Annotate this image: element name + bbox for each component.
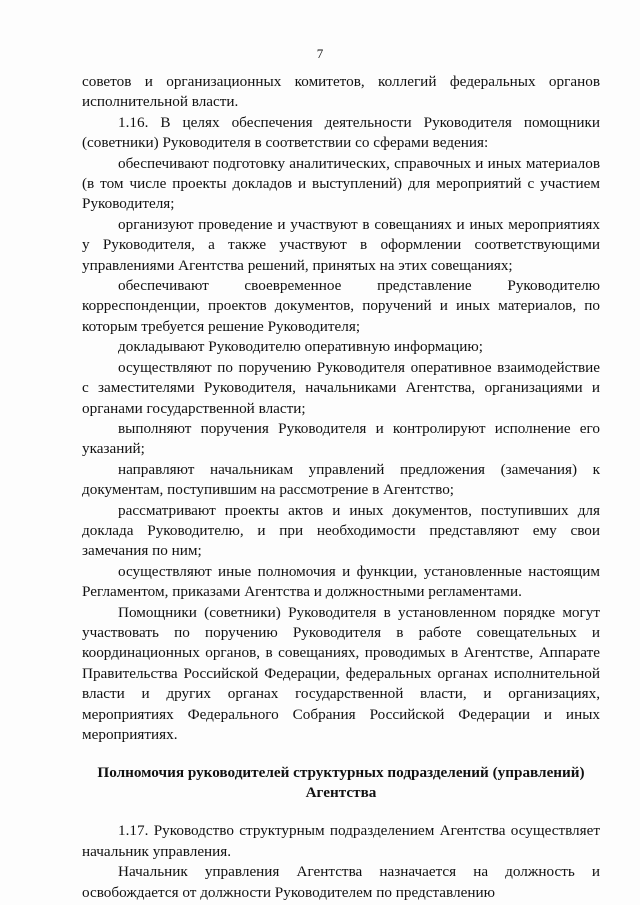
paragraph-continuation: советов и организационных комитетов, коллегий федеральных органов исполнительной власти. xyxy=(82,73,600,111)
section-heading: Полномочия руководителей структурных подразделений (управлений) Агентства xyxy=(97,764,585,802)
paragraph: 1.17. Руководство структурным подразделением Агентства осуществляет начальник управления. xyxy=(82,822,600,860)
paragraph: обеспечивают своевременное представление Руководителю корреспонденции, проектов документов, поручений и иных материалов, по которым требуется решение Руководителя; xyxy=(82,277,600,335)
paragraph: рассматривают проекты актов и иных документов, поступивших для доклада Руководителю, и при необходимости представляют ему свои замечания по ним; xyxy=(82,501,600,560)
paragraph: организуют проведение и участвуют в совещаниях и иных мероприятиях у Руководителя, а также участвуют в оформлении соответствующими управлениями Агентства решений, принятых на этих совещаниях; xyxy=(82,215,600,274)
document-body xyxy=(82,72,600,903)
paragraph: докладывают Руководителю оперативную информацию; xyxy=(118,338,483,356)
paragraph: осуществляют по поручению Руководителя оперативное взаимодействие с заместителями Руководителя, начальниками Агентства, организациями и органами государственной власти; xyxy=(82,358,600,417)
paragraph: обеспечивают подготовку аналитических, справочных и иных материалов (в том числе проекты докладов и выступлений) для мероприятий с участием Руководителя; xyxy=(82,154,600,213)
paragraph: осуществляют иные полномочия и функции, установленные настоящим Регламентом, приказами Агентства и должностными регламентами. xyxy=(82,562,600,601)
page-number: 7 xyxy=(316,46,324,61)
paragraph: Начальник управления Агентства назначается на должность и освобождается от должности Руководителем по представлению xyxy=(82,863,600,901)
paragraph: направляют начальникам управлений предложения (замечания) к документам, поступившим на рассмотрение в Агентство; xyxy=(82,460,600,499)
paragraph: Помощники (советники) Руководителя в установленном порядке могут участвовать по поручению Руководителя в работе совещательных и координационных органов, в совещаниях, проводимых в Агентстве, Аппарате Правительства Российской Федерации, федеральных органах исполнительной власти и других органах государственной власти, и организациях, мероприятиях Федерального Собрания Российской Федерации и иных мероприятиях. xyxy=(82,603,600,743)
paragraph: 1.16. В целях обеспечения деятельности Руководителя помощники (советники) Руководителя в соответствии со сферами ведения: xyxy=(82,113,600,152)
paragraph: выполняют поручения Руководителя и контролируют исполнение его указаний; xyxy=(82,419,600,458)
